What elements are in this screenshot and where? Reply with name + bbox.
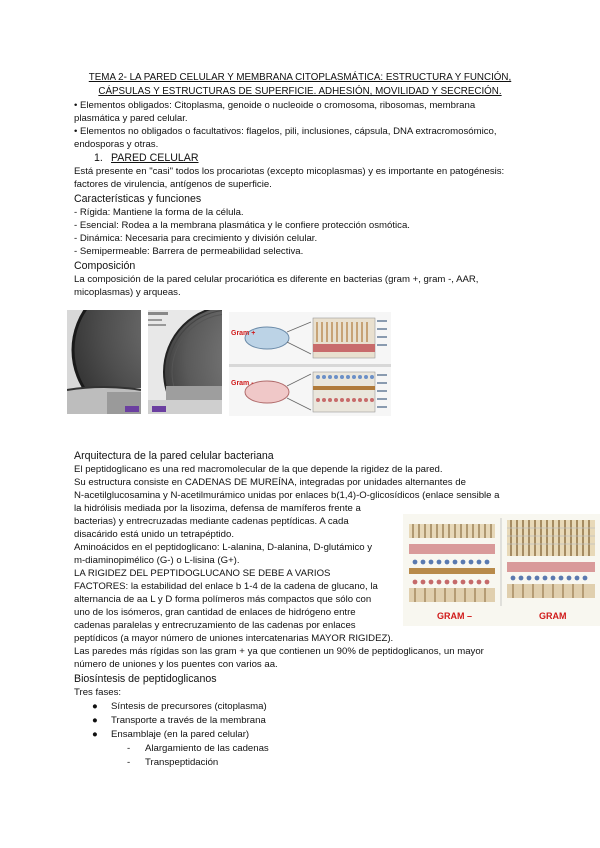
para-line: FACTORES: la estabilidad del enlace b 1-4 de la cadena de glucano, la [74, 581, 378, 592]
para-line: disacárido está unido un tetrapéptido. [74, 529, 235, 540]
gram-positive-label: Gram + [231, 330, 256, 337]
para-line: alternancia de aa L y D forma polímeros más compactos que sólo con [74, 594, 372, 605]
gram-negative-label: Gram - [231, 380, 254, 387]
para-line: LA RIGIDEZ DEL PEPTIDOGLUCANO SE DEBE A VARIOS [74, 568, 331, 579]
subheading: Características y funciones [74, 193, 202, 205]
para-line: peptídicos (a mayor número de uniones intercatenarias MAYOR RIGIDEZ). [74, 633, 394, 644]
subheading: Arquitectura de la pared celular bacteriana [74, 450, 274, 462]
micrograph-gram-negative [148, 310, 222, 414]
para-line: la hidrólisis mediada por la lisozima, defensa de mamíferos frente a [74, 503, 361, 514]
para-line: • Elementos no obligados o facultativos: flagelos, pili, inclusiones, cápsula, DNA extracromosómico, [74, 126, 497, 137]
sub-list-item: Transpeptidación [145, 757, 219, 768]
para-line: bacterias) y entrecruzadas mediante cadenas peptídicas. A cada [74, 516, 349, 527]
para-line: plasmática y pared celular. [74, 113, 188, 124]
para-line: N-acetilglucosamina y N-acetilmurámico unidas por enlaces b(1,4)-O-glicosídicos (enlace sensible a [74, 490, 500, 501]
micrograph-gram-positive [67, 310, 141, 414]
para-line: Está presente en "casi" todos los procariotas (excepto micoplasmas) y es importante en patogénesis: [74, 166, 505, 177]
list-item: - Semipermeable: Barrera de permeabilidad selectiva. [74, 246, 304, 257]
para-line: La composición de la pared celular procariótica es diferente en bacterias (gram +, gram -, AAR, [74, 274, 479, 285]
subheading: Composición [74, 260, 136, 272]
list-item: - Dinámica: Necesaria para crecimiento y división celular. [74, 233, 318, 244]
cell-wall-diagram [229, 312, 391, 416]
bullet: ● [92, 701, 98, 712]
para-line: Las paredes más rígidas son las gram + ya que contienen un 90% de peptidoglicanos, un mayor [74, 646, 484, 657]
dash: - [127, 757, 131, 768]
doc-title-line-2: CÁPSULAS Y ESTRUCTURAS DE SUPERFICIE. ADHESIÓN, MOVILIDAD Y SECRECIÓN. [98, 86, 502, 97]
para-line: factores de virulencia, antígenos de superficie. [74, 179, 272, 190]
dash: - [127, 743, 131, 754]
sub-list-item: Alargamiento de las cadenas [145, 743, 269, 754]
para-line: Su estructura consiste en CADENAS DE MUREÍNA, integradas por unidades alternantes de [74, 477, 466, 488]
gram-negative-caption: GRAM – [437, 611, 473, 621]
list-item: - Esencial: Rodea a la membrana plasmática y le confiere protección osmótica. [74, 220, 410, 231]
list-item: Ensamblaje (en la pared celular) [111, 729, 250, 740]
list-item: Transporte a través de la membrana [111, 715, 266, 726]
section-number: 1. [94, 152, 103, 164]
para-line: • Elementos obligados: Citoplasma, genoide o nucleoide o cromosoma, ribosomas, membrana [74, 100, 476, 111]
gram-wall-comparison-figure [403, 514, 600, 626]
para-line: endosporas y otras. [74, 139, 159, 150]
section-title: PARED CELULAR [111, 152, 199, 164]
gram-positive-caption: GRAM [539, 611, 567, 621]
para-line: cadenas paralelas y entrecruzamiento de las cadenas por enlaces [74, 620, 356, 631]
doc-title-line-1: TEMA 2- LA PARED CELULAR Y MEMBRANA CITOPLASMÁTICA: ESTRUCTURA Y FUNCIÓN, [88, 72, 512, 83]
para-line: m-diaminopimélico (G-) o L-lisina (G+). [74, 555, 240, 566]
list-item: Síntesis de precursores (citoplasma) [111, 701, 267, 712]
bullet: ● [92, 729, 98, 740]
para-line: El peptidoglicano es una red macromolecular de la que depende la rigidez de la pared. [74, 464, 443, 475]
para-line: Aminoácidos en el peptidoglicano: L-alanina, D-alanina, D-glutámico y [74, 542, 373, 553]
bullet: ● [92, 715, 98, 726]
list-item: - Rígida: Mantiene la forma de la célula. [74, 207, 244, 218]
para-line: número de uniones y los puentes con varios aa. [74, 659, 278, 670]
para-line: Tres fases: [74, 687, 122, 698]
para-line: micoplasmas) y arqueas. [74, 287, 181, 298]
para-line: uno de los isómeros, gran cantidad de enlaces de hidrógeno entre [74, 607, 356, 618]
subheading: Biosíntesis de peptidoglicanos [74, 673, 217, 685]
